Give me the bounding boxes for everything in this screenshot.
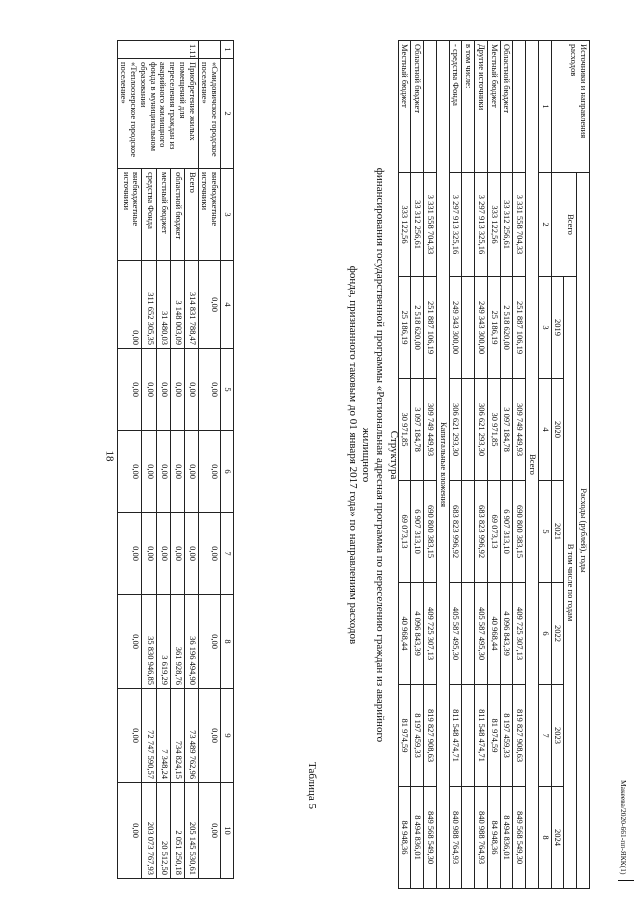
row-source: Всего bbox=[184, 169, 198, 261]
value-cell: 683 823 996,92 bbox=[449, 481, 462, 583]
value-cell: 25 186,19 bbox=[487, 277, 500, 379]
value-cell: 311 652 305,35 bbox=[142, 261, 156, 349]
row-source: внебюджетные источники bbox=[198, 169, 221, 261]
table-row bbox=[411, 41, 424, 889]
page-title bbox=[345, 150, 400, 760]
row-label: Местный бюджет bbox=[487, 41, 500, 173]
value-cell bbox=[462, 379, 475, 481]
col-num-8: 8 bbox=[221, 595, 234, 689]
year-2020: 2020 bbox=[551, 379, 564, 481]
value-cell: 8 494 836,01 bbox=[500, 787, 513, 889]
value-cell: 0,00 bbox=[198, 689, 221, 783]
value-cell: 6 907 313,10 bbox=[500, 481, 513, 583]
value-cell: 405 587 495,30 bbox=[449, 583, 462, 685]
year-2024: 2024 bbox=[551, 787, 564, 889]
value-cell: 72 747 590,57 bbox=[142, 689, 156, 783]
value-cell bbox=[462, 583, 475, 685]
value-cell: 0,00 bbox=[198, 431, 221, 513]
col-num-10: 10 bbox=[221, 783, 234, 879]
value-cell: 0,00 bbox=[156, 513, 170, 595]
value-cell: 811 548 474,71 bbox=[449, 685, 462, 787]
col-index: 4 bbox=[538, 379, 551, 481]
value-cell: 2 518 620,00 bbox=[411, 277, 424, 379]
value-cell: 31 480,03 bbox=[156, 261, 170, 349]
year-2022: 2022 bbox=[551, 583, 564, 685]
value-cell: 3 297 913 325,16 bbox=[475, 173, 488, 277]
value-cell bbox=[462, 481, 475, 583]
value-cell bbox=[462, 277, 475, 379]
value-cell: 840 988 764,93 bbox=[475, 787, 488, 889]
value-cell: 36 196 494,90 bbox=[184, 595, 198, 689]
value-cell: 683 823 996,92 bbox=[475, 481, 488, 583]
table-row bbox=[462, 41, 475, 889]
row-name: Приобретение жилых помещений для переселения граждан из аварийного жилищного фонда в муниципальном образовании «Теплоозерское городское поселение» bbox=[117, 59, 198, 169]
col-index: 6 bbox=[538, 583, 551, 685]
header-expenses: Расходы (рублей), годы bbox=[577, 173, 590, 889]
value-cell: 306 621 293,30 bbox=[449, 379, 462, 481]
value-cell: 0,00 bbox=[156, 431, 170, 513]
value-cell: 0,00 bbox=[117, 595, 142, 689]
row-label: Областной бюджет bbox=[500, 41, 513, 173]
value-cell: 33 312 256,61 bbox=[411, 173, 424, 277]
value-cell: 840 988 764,93 bbox=[449, 787, 462, 889]
value-cell: 0,00 bbox=[142, 431, 156, 513]
value-cell: 734 824,15 bbox=[170, 689, 184, 783]
value-cell bbox=[462, 787, 475, 889]
year-2021: 2021 bbox=[551, 481, 564, 583]
value-cell: 0,00 bbox=[117, 349, 142, 431]
table-row bbox=[487, 41, 500, 889]
table-label: Таблица 5 bbox=[306, 762, 318, 810]
section-capital: Капитальные вложения bbox=[436, 41, 449, 889]
value-cell: 409 725 307,13 bbox=[513, 583, 526, 685]
value-cell: 33 312 256,61 bbox=[500, 173, 513, 277]
top-table bbox=[117, 40, 234, 879]
value-cell: 8 494 836,01 bbox=[411, 787, 424, 889]
value-cell: 30 971,85 bbox=[398, 379, 411, 481]
value-cell: 40 968,44 bbox=[398, 583, 411, 685]
value-cell: 2 518 620,00 bbox=[500, 277, 513, 379]
value-cell: 0,00 bbox=[117, 513, 142, 595]
value-cell: 0,00 bbox=[184, 513, 198, 595]
value-cell: 819 827 908,63 bbox=[424, 685, 437, 787]
value-cell: 249 343 300,00 bbox=[475, 277, 488, 379]
col-num-7: 7 bbox=[221, 513, 234, 595]
value-cell: 0,00 bbox=[198, 595, 221, 689]
value-cell: 81 974,59 bbox=[487, 685, 500, 787]
value-cell: 35 830 946,85 bbox=[142, 595, 156, 689]
row-name: «Смидовичское городское поселение» bbox=[198, 59, 221, 169]
col-num-5: 5 bbox=[221, 349, 234, 431]
value-cell: 251 887 106,19 bbox=[513, 277, 526, 379]
value-cell: 361 928,76 bbox=[170, 595, 184, 689]
value-cell: 690 800 383,15 bbox=[424, 481, 437, 583]
value-cell: 0,00 bbox=[156, 349, 170, 431]
row-source: средства Фонда bbox=[142, 169, 156, 261]
page-number: 18 bbox=[103, 450, 116, 462]
value-cell: 306 621 293,30 bbox=[475, 379, 488, 481]
row-label: Другие источники bbox=[475, 41, 488, 173]
value-cell: 0,00 bbox=[170, 349, 184, 431]
col-index: 8 bbox=[538, 787, 551, 889]
value-cell: 7 348,24 bbox=[156, 689, 170, 783]
value-cell: 0,00 bbox=[184, 431, 198, 513]
title-line-3: фонда, признанного таковым до 01 января 2017 года» по направлениям расходов bbox=[346, 265, 359, 645]
year-2019: 2019 bbox=[551, 277, 564, 379]
col-index: 3 bbox=[538, 277, 551, 379]
col-num-6: 6 bbox=[221, 431, 234, 513]
value-cell: 3 297 913 325,16 bbox=[449, 173, 462, 277]
value-cell: 3 097 184,78 bbox=[500, 379, 513, 481]
header-total: Всего bbox=[551, 173, 577, 277]
title-line-2: финансирования государственной программы «Региональная адресная программа по переселению граждан из аварийного жилищного bbox=[360, 167, 387, 743]
value-cell: 811 548 474,71 bbox=[475, 685, 488, 787]
value-cell: 819 827 908,63 bbox=[513, 685, 526, 787]
value-cell: 409 725 307,13 bbox=[424, 583, 437, 685]
section-row bbox=[526, 41, 539, 889]
row-label: - средства Фонда bbox=[449, 41, 462, 173]
value-cell: 20 512,50 bbox=[156, 783, 170, 879]
value-cell: 4 096 843,39 bbox=[411, 583, 424, 685]
value-cell: 8 197 459,33 bbox=[411, 685, 424, 787]
table-row bbox=[500, 41, 513, 889]
col-num-3: 3 bbox=[221, 169, 234, 261]
value-cell: 0,00 bbox=[117, 783, 142, 879]
value-cell: 203 073 767,93 bbox=[142, 783, 156, 879]
number-row bbox=[538, 41, 551, 889]
value-cell: 690 800 383,15 bbox=[513, 481, 526, 583]
row-num: 1.11 bbox=[117, 41, 198, 59]
value-cell: 405 587 495,30 bbox=[475, 583, 488, 685]
value-cell: 251 887 106,19 bbox=[424, 277, 437, 379]
value-cell: 3 331 558 704,33 bbox=[424, 173, 437, 277]
value-cell: 69 073,13 bbox=[487, 481, 500, 583]
value-cell: 69 073,13 bbox=[398, 481, 411, 583]
col-index: 7 bbox=[538, 685, 551, 787]
section-row bbox=[436, 41, 449, 889]
value-cell: 8 197 459,33 bbox=[500, 685, 513, 787]
row-label bbox=[513, 41, 526, 173]
table-row bbox=[475, 41, 488, 889]
value-cell: 309 749 449,93 bbox=[513, 379, 526, 481]
value-cell: 205 145 530,61 bbox=[184, 783, 198, 879]
value-cell: 40 968,44 bbox=[487, 583, 500, 685]
title-line-1: Структура bbox=[388, 430, 400, 480]
value-cell bbox=[462, 685, 475, 787]
value-cell: 0,00 bbox=[117, 689, 142, 783]
year-2023: 2023 bbox=[551, 685, 564, 787]
value-cell: 0,00 bbox=[142, 349, 156, 431]
row-source: внебюджетные источники bbox=[117, 169, 142, 261]
table-row bbox=[398, 41, 411, 889]
section-total: Всего bbox=[526, 41, 539, 889]
main-table bbox=[398, 40, 590, 889]
row-label bbox=[424, 41, 437, 173]
value-cell: 314 831 788,47 bbox=[184, 261, 198, 349]
value-cell: 3 619,29 bbox=[156, 595, 170, 689]
value-cell: 0,00 bbox=[170, 431, 184, 513]
value-cell: 3 097 184,78 bbox=[411, 379, 424, 481]
row-label: Областной бюджет bbox=[411, 41, 424, 173]
value-cell: 309 749 449,93 bbox=[424, 379, 437, 481]
table-row bbox=[513, 41, 526, 889]
col-num-2: 2 bbox=[221, 59, 234, 169]
row-label: Местный бюджет bbox=[398, 41, 411, 173]
value-cell: 0,00 bbox=[117, 431, 142, 513]
table-row bbox=[424, 41, 437, 889]
footer-reference: Макеева/2020-661-пп-ЯКК(1) bbox=[619, 780, 628, 875]
value-cell: 0,00 bbox=[142, 513, 156, 595]
value-cell: 0,00 bbox=[198, 349, 221, 431]
col-index: 1 bbox=[538, 41, 551, 173]
top-table-header bbox=[221, 41, 234, 879]
value-cell: 849 568 549,30 bbox=[424, 787, 437, 889]
header-sources: Источники и направления расходов bbox=[551, 41, 589, 173]
row-source: местный бюджет bbox=[156, 169, 170, 261]
value-cell: 0,00 bbox=[198, 783, 221, 879]
table-row bbox=[198, 41, 221, 879]
col-index: 2 bbox=[538, 173, 551, 277]
value-cell: 0,00 bbox=[198, 261, 221, 349]
value-cell: 81 974,59 bbox=[398, 685, 411, 787]
value-cell: 84 948,36 bbox=[487, 787, 500, 889]
value-cell: 249 343 300,00 bbox=[449, 277, 462, 379]
value-cell: 0,00 bbox=[170, 513, 184, 595]
table-row bbox=[184, 41, 198, 879]
main-header-row bbox=[577, 41, 590, 889]
col-num-9: 9 bbox=[221, 689, 234, 783]
value-cell: 84 948,36 bbox=[398, 787, 411, 889]
value-cell: 30 971,85 bbox=[487, 379, 500, 481]
table-row bbox=[449, 41, 462, 889]
value-cell: 3 331 558 704,33 bbox=[513, 173, 526, 277]
row-num bbox=[198, 41, 221, 59]
value-cell: 0,00 bbox=[117, 261, 142, 349]
value-cell: 849 568 549,30 bbox=[513, 787, 526, 889]
header-incl: В том числе по годам bbox=[564, 277, 577, 889]
value-cell: 0,00 bbox=[184, 349, 198, 431]
col-num-4: 4 bbox=[221, 261, 234, 349]
value-cell: 2 051 250,18 bbox=[170, 783, 184, 879]
row-source: областной бюджет bbox=[170, 169, 184, 261]
value-cell: 333 122,56 bbox=[487, 173, 500, 277]
value-cell bbox=[462, 173, 475, 277]
value-cell: 25 186,19 bbox=[398, 277, 411, 379]
value-cell: 6 907 313,10 bbox=[411, 481, 424, 583]
value-cell: 73 489 762,96 bbox=[184, 689, 198, 783]
col-num-1: 1 bbox=[221, 41, 234, 59]
value-cell: 3 148 003,09 bbox=[170, 261, 184, 349]
value-cell: 333 122,56 bbox=[398, 173, 411, 277]
edge-mark bbox=[618, 880, 634, 881]
row-label: в том числе: bbox=[462, 41, 475, 173]
value-cell: 4 096 843,39 bbox=[500, 583, 513, 685]
value-cell: 0,00 bbox=[198, 513, 221, 595]
col-index: 5 bbox=[538, 481, 551, 583]
